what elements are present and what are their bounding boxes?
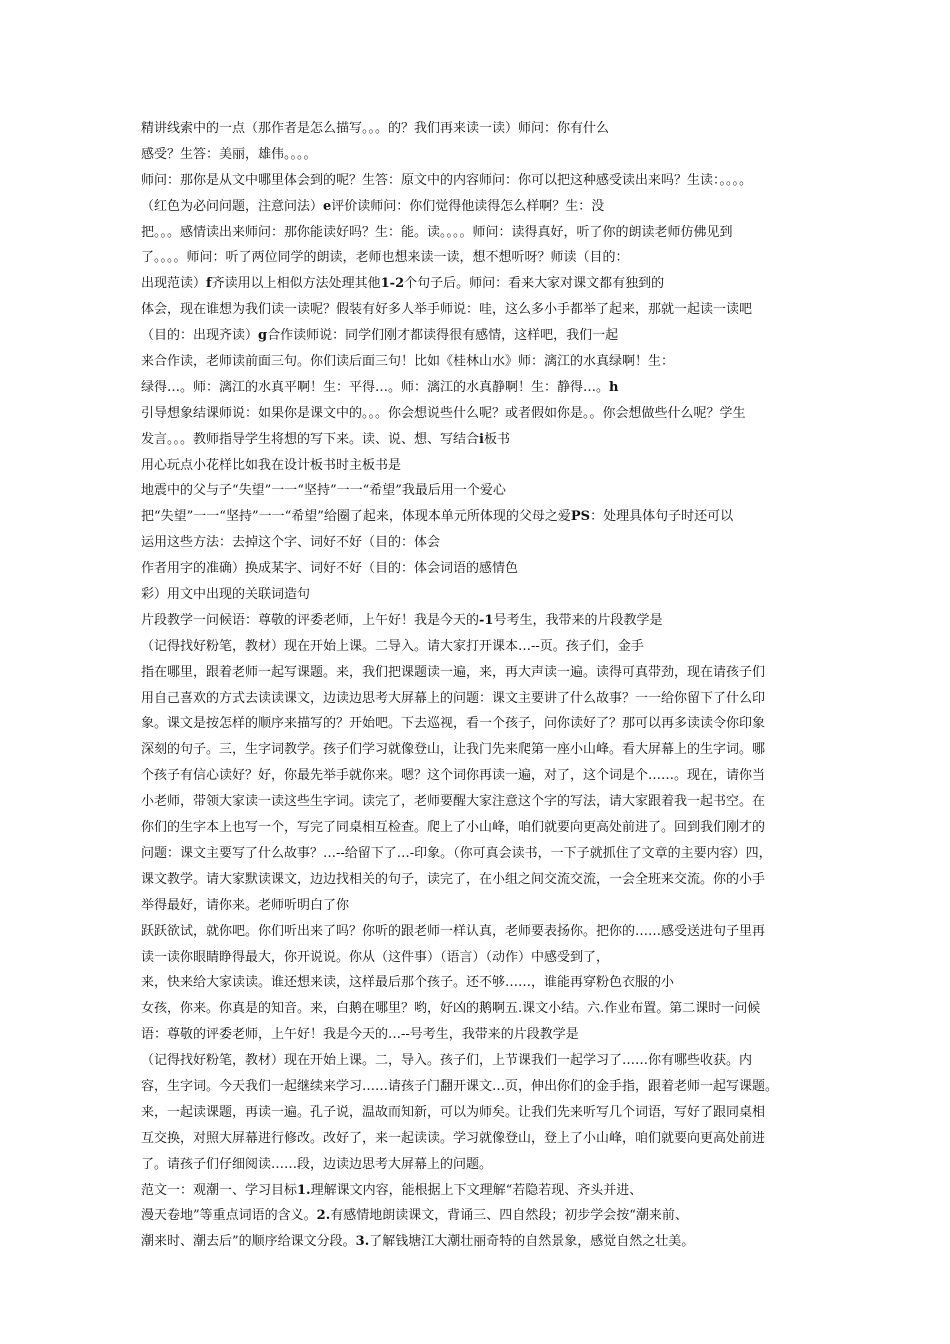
text-run: 跃跃欲试，就你吧。你们听出来了吗？你听的跟老师一样认真，老师要表扬你。把你的……感受送进句子里再 xyxy=(141,923,766,939)
text-line xyxy=(141,504,821,530)
text-run: 问题：课文主要写了什么故事？…--给留下了…-印象。（你可真会读书，一下子就抓住了文章的主要内容）四， xyxy=(141,845,772,861)
text-line xyxy=(141,530,821,556)
text-line xyxy=(141,1022,821,1048)
text-run: 用心玩点小花样比如我在设计板书时主板书是 xyxy=(141,457,402,473)
text-run: 个句子后。师问：看来大家对课文都有独到的 xyxy=(404,276,665,292)
text-run: 你们的生字本上也写一个，写完了同桌相互检查。爬上了小山峰，咱们就要向更高处前进了。回到我们刚才的 xyxy=(141,820,766,836)
bold-text-run: 3. xyxy=(355,1234,370,1250)
text-run: 了解钱塘江大潮壮丽奇特的自然景象，感觉自然之壮美。 xyxy=(369,1234,695,1250)
text-line xyxy=(141,1048,821,1074)
text-line xyxy=(141,660,821,686)
text-line xyxy=(141,763,821,789)
text-run: 片段教学一问候语：尊敬的评委老师，上午好！我是今天的 xyxy=(141,612,480,628)
text-run: 用自己喜欢的方式去读读课文，边读边思考大屏幕上的问题：课文主要讲了什么故事？一一给你留下了什么印 xyxy=(141,690,766,706)
text-run: 漫天卷地”等重点词语的含义。 xyxy=(141,1208,317,1224)
text-run: 来，快来给大家读读。谁还想来读，这样最后那个孩子。还不够……，谁能再穿粉色衣服的小 xyxy=(141,975,675,991)
text-run: 范文一：观潮一、学习目标 xyxy=(141,1182,298,1198)
bold-text-run: PS xyxy=(570,509,591,525)
text-line xyxy=(141,970,821,996)
text-run: 把“失望”一一“坚持”一一“希望”给圈了起来，体现本单元所体现的父母之爱 xyxy=(141,509,571,525)
text-line xyxy=(141,841,821,867)
text-line xyxy=(141,608,821,634)
text-line xyxy=(141,194,821,220)
text-run: 来，一起读课题，再读一遍。孔子说，温故而知新，可以为师矣。让我们先来听写几个词语，写好了跟同桌相 xyxy=(141,1104,766,1120)
text-line xyxy=(141,686,821,712)
text-run: （目的：出现齐读） xyxy=(141,328,259,344)
text-run: 深刻的句子。三，生字词教学。孩子们学习就像登山，让我门先来爬第一座小山峰。看大屏幕上的生字词。哪 xyxy=(141,742,766,758)
text-line xyxy=(141,1074,821,1100)
text-run: 理解课文内容，能根据上下文理解“若隐若现、齐头并进、 xyxy=(310,1182,643,1198)
text-run: 板书 xyxy=(483,431,510,447)
bold-text-run: e xyxy=(323,198,332,214)
text-run: （红色为必问问题，注意问法） xyxy=(141,198,324,214)
text-run: 举得最好，请你来。老师听明白了你 xyxy=(141,897,350,913)
text-line xyxy=(141,220,821,246)
text-line xyxy=(141,168,821,194)
text-run: 齐读用以上相似方法处理其他 xyxy=(211,276,381,292)
text-line xyxy=(141,453,821,479)
text-line xyxy=(141,711,821,737)
bold-text-run: h xyxy=(609,379,619,395)
text-line xyxy=(141,245,821,271)
text-run: 地震中的父与子“失望”一一“坚持”一一“希望”我最后用一个爱心 xyxy=(141,483,506,499)
bold-text-run: 2. xyxy=(316,1208,331,1224)
text-line xyxy=(141,271,821,297)
text-line xyxy=(141,789,821,815)
text-line xyxy=(141,815,821,841)
text-run: 评价读师问：你们觉得他读得怎么样啊？生：没 xyxy=(331,198,605,214)
text-run: 发言。。。教师指导学生将想的写下来。读、说、想、写结合 xyxy=(141,431,480,447)
text-run: 指在哪里，跟着老师一起写课题。来，我们把课题读一遍，来，再大声读一遍。读得可真带劲，现在请孩子们 xyxy=(141,664,766,680)
bold-text-run: 1. xyxy=(297,1182,311,1198)
text-run: 体会，现在谁想为我们读一读呢？假装有好多人举手师说：哇，这么多小手都举了起来，那就一起读一读吧 xyxy=(141,302,753,318)
text-run: 合作读师说：同学们刚才都读得很有感情，这样吧，我们一起 xyxy=(267,328,619,344)
text-run: 师问：那你是从文中哪里体会到的呢？生答：原文中的内容师问：你可以把这种感受读出来吗？生读：。。。。 xyxy=(141,172,753,188)
text-line xyxy=(141,1203,821,1229)
bold-text-run: g xyxy=(258,328,268,344)
text-line xyxy=(141,893,821,919)
text-run: （记得找好粉笔，教材）现在开始上课。二，导入。孩子们，上节课我们一起学习了……你有哪些收获。内 xyxy=(141,1053,753,1069)
text-run: 有感情地朗读课文，背诵三、四自然段；初步学会按“潮来前、 xyxy=(330,1208,688,1224)
text-run: 容，生字词。今天我们一起继续来学习……请孩子门翻开课文…页，伸出你们的金手指，跟着老师一起写课题。 xyxy=(141,1078,779,1094)
text-run: 来合作读，老师读前面三句。你们读后面三句！比如《桂林山水》师：漓江的水真绿啊！生： xyxy=(141,354,675,370)
text-line xyxy=(141,401,821,427)
text-line xyxy=(141,919,821,945)
text-line xyxy=(141,142,821,168)
text-line xyxy=(141,478,821,504)
text-line xyxy=(141,867,821,893)
text-line xyxy=(141,116,821,142)
text-run: 把。。。感情读出来师问：那你能读好吗？生：能。读。。。。师问：读得真好，听了你的朗读老师仿佛见到 xyxy=(141,224,733,240)
text-line xyxy=(141,737,821,763)
text-run: 个孩子有信心读好？好，你最先举手就你来。嗯？这个词你再读一遍，对了，这个词是个……。现在，请你当 xyxy=(141,768,766,784)
text-line xyxy=(141,582,821,608)
text-run: 互交换，对照大屏幕进行修改。改好了，来一起读读。学习就像登山，登上了小山峰，咱们就要向更高处前进 xyxy=(141,1130,766,1146)
text-run: 了。。。。师问：听了两位同学的朗读，老师也想来读一读，想不想听呀？师读（目的： xyxy=(141,250,629,266)
text-run: （记得找好粉笔，教材）现在开始上课。二导入。请大家打开课本…--页。孩子们，金手 xyxy=(141,638,644,654)
text-line xyxy=(141,323,821,349)
text-run: ：处理具体句子时还可以 xyxy=(590,509,734,525)
text-line xyxy=(141,297,821,323)
text-run: 了。请孩子们仔细阅读……段，边读边思考大屏幕上的问题。 xyxy=(141,1156,493,1172)
text-run: 运用这些方法：去掉这个字、词好不好（目的：体会 xyxy=(141,535,441,551)
text-line xyxy=(141,375,821,401)
text-line xyxy=(141,1229,821,1255)
text-line xyxy=(141,349,821,375)
text-line xyxy=(141,427,821,453)
text-run: 号考生，我带来的片段教学是 xyxy=(493,612,663,628)
text-line xyxy=(141,1100,821,1126)
text-line xyxy=(141,1152,821,1178)
text-run: 绿得…。师：漓江的水真平啊！生：平得…。师：漓江的水真静啊！生：静得…。 xyxy=(141,379,610,395)
text-run: 感受？生答：美丽，雄伟。。。。 xyxy=(141,146,317,162)
bold-text-run: 1-2 xyxy=(380,276,405,292)
text-run: 作者用字的准确）换成某字、词好不好（目的：体会词语的感情色 xyxy=(141,561,519,577)
text-line xyxy=(141,945,821,971)
bold-text-run: f xyxy=(206,276,212,292)
text-run: 课文教学。请大家默读课文，边边找相关的句子，读完了，在小组之间交流交流，一会全班来交流。你的小手 xyxy=(141,871,766,887)
text-line xyxy=(141,634,821,660)
text-line xyxy=(141,556,821,582)
document-body xyxy=(141,116,821,1255)
bold-text-run: -1 xyxy=(479,612,494,628)
text-run: 彩）用文中出现的关联词造句 xyxy=(141,587,311,603)
text-run: 小老师，带领大家读一读这些生字词。读完了，老师要醒大家注意这个字的写法，请大家跟着我一起书空。在 xyxy=(141,794,766,810)
text-run: 象。课文是按怎样的顺序来描写的？开始吧。下去巡视，看一个孩子，问你读好了？那可以再多读读令你印象 xyxy=(141,716,766,732)
text-run: 语：尊敬的评委老师，上午好！我是今天的…--号考生，我带来的片段教学是 xyxy=(141,1027,579,1043)
text-run: 潮来时、潮去后”的顺序给课文分段。 xyxy=(141,1234,356,1250)
text-run: 女孩，你来。你真是的知音。来，白鹅在哪里？哟，好凶的鹅啊五.课文小结。六.作业布置。第二课时一问候 xyxy=(141,1001,761,1017)
text-run: 引导想象结课师说：如果你是课文中的。。。你会想说些什么呢？或者假如你是。。你会想做些什么呢？学生 xyxy=(141,405,746,421)
bold-text-run: i xyxy=(479,431,484,447)
text-run: 读一读你眼睛睁得最大，你开说说。你从（这件事）（语言）（动作）中感受到了， xyxy=(141,949,610,965)
text-line xyxy=(141,1126,821,1152)
text-line xyxy=(141,996,821,1022)
text-run: 出现范读） xyxy=(141,276,207,292)
text-run: 精讲线索中的一点（那作者是怎么描写。。。的？我们再来读一读）师问：你有什么 xyxy=(141,121,610,136)
text-line xyxy=(141,1178,821,1204)
